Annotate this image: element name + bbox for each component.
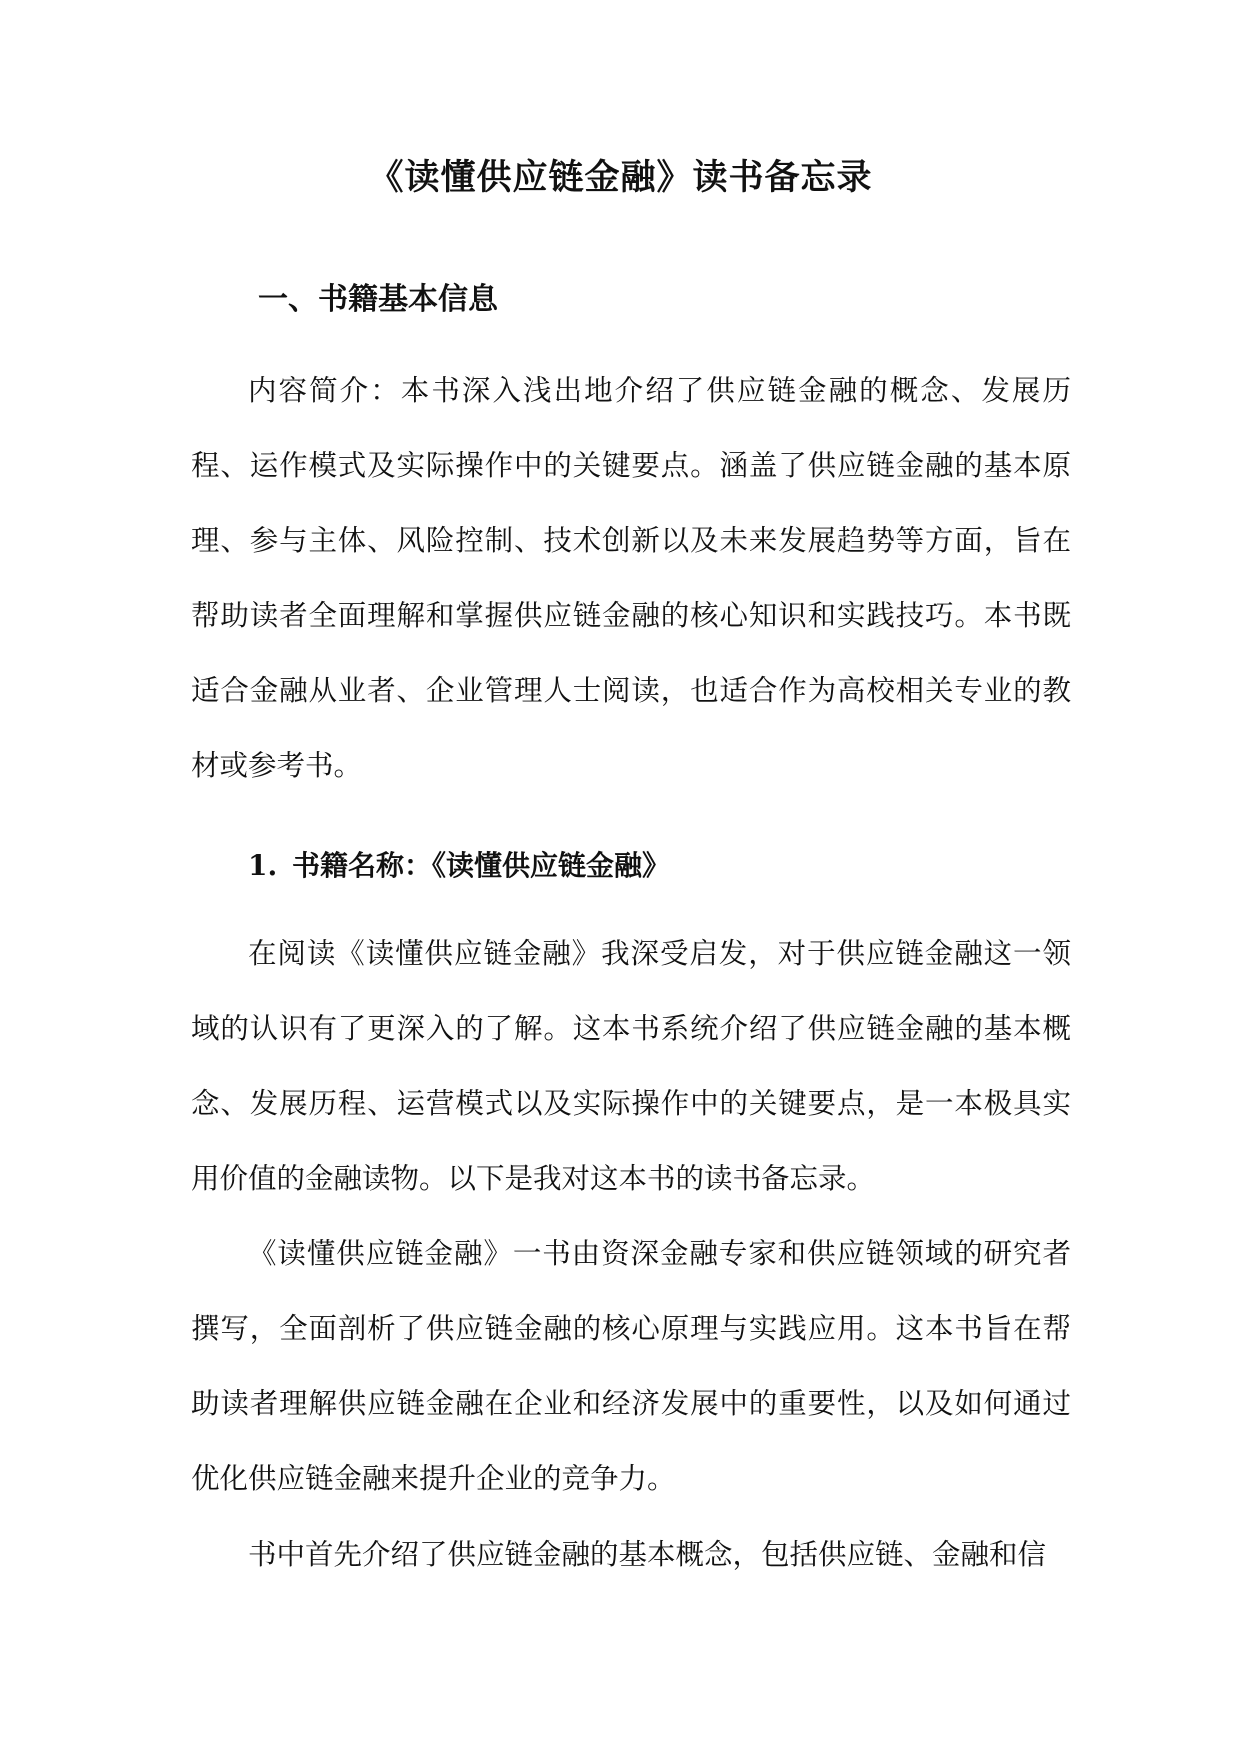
subsection-heading-text: 书籍名称：《读懂供应链金融》 — [292, 849, 671, 882]
body-paragraph: 《读懂供应链金融》一书由资深金融专家和供应链领域的研究者撰写，全面剖析了供应链金融的核心原理与实践应用。这本书旨在帮助读者理解供应链金融在企业和经济发展中的重要性，以及如何通过优化供应链金融来提升企业的竞争力。 — [191, 1237, 1071, 1495]
subsection-heading-book-name — [248, 838, 670, 894]
subsection-number: 1. — [248, 849, 278, 882]
body-paragraph: 书中首先介绍了供应链金融的基本概念，包括供应链、金融和信 — [248, 1538, 1047, 1571]
document-title: 《读懂供应链金融》读书备忘录 — [368, 157, 873, 198]
content-summary-paragraph: 内容简介：本书深入浅出地介绍了供应链金融的概念、发展历程、运作模式及实际操作中的关键要点。涵盖了供应链金融的基本原理、参与主体、风险控制、技术创新以及未来发展趋势等方面，旨在帮助读者全面理解和掌握供应链金融的核心知识和实践技巧。本书既适合金融从业者、企业管理人士阅读，也适合作为高校相关专业的教材或参考书。 — [191, 374, 1071, 782]
body-paragraph: 在阅读《读懂供应链金融》我深受启发，对于供应链金融这一领域的认识有了更深入的了解。这本书系统介绍了供应链金融的基本概念、发展历程、运营模式以及实际操作中的关键要点，是一本极具实用价值的金融读物。以下是我对这本书的读书备忘录。 — [191, 937, 1071, 1195]
section-heading-basic-info: 一、书籍基本信息 — [258, 282, 498, 317]
